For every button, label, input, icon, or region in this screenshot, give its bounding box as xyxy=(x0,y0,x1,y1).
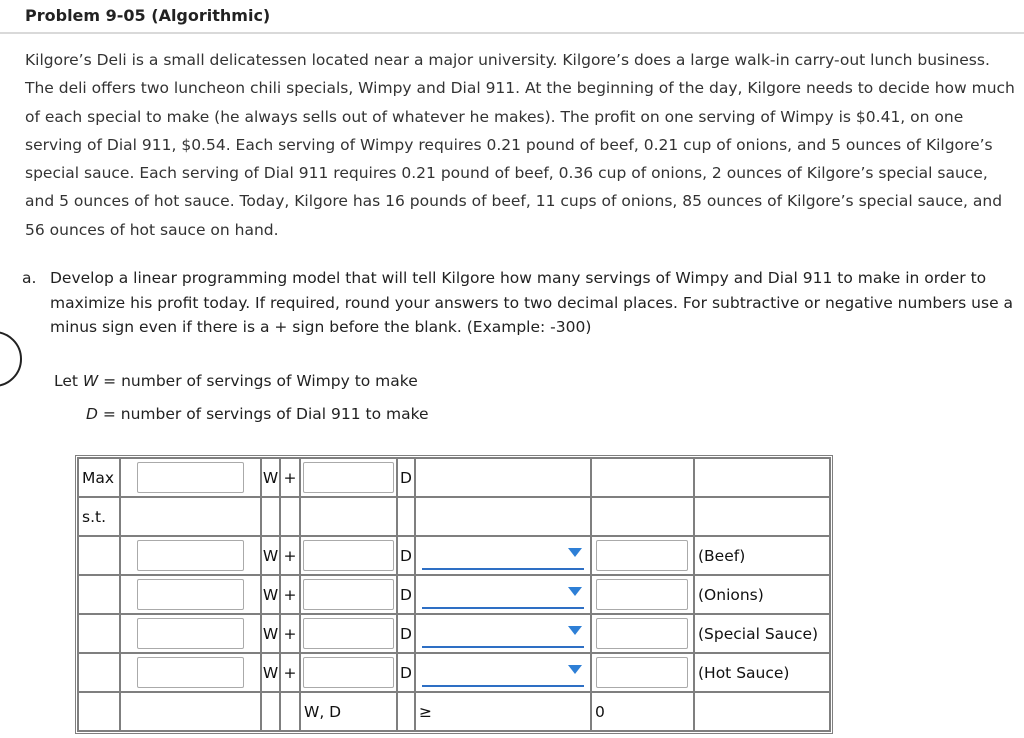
partial-circle-decoration xyxy=(0,331,22,387)
question-a xyxy=(22,266,1017,340)
w-symbol: W xyxy=(261,653,280,692)
hot-sauce-w-coef-input[interactable] xyxy=(137,657,244,688)
plus-symbol: + xyxy=(280,575,300,614)
problem-statement: Kilgore’s Deli is a small delicatessen located near a major university. Kilgore’s does a large walk-in carry-out lunch business. The deli offers two luncheon chili specials, Wimpy and Dial 911. At the beginning of the day, Kilgore needs to decide how much of each special to make (he always sells out of whatever he makes). The profit on one serving of Wimpy is $0.41, on one serving of Dial 911, $0.54. Each serving of Wimpy requires 0.21 pound of beef, 0.21 cup of onions, and 5 ounces of Kilgore’s special sauce. Each serving of Dial 911 requires 0.21 pound of beef, 0.36 cup of onions, 2 ounces of Kilgore’s special sauce, and 5 ounces of hot sauce. Today, Kilgore has 16 pounds of beef, 11 cups of onions, 85 ounces of Kilgore’s special sauce, and 56 ounces of hot sauce on hand. xyxy=(25,51,1015,239)
title-divider xyxy=(0,32,1024,34)
definition-w: Let W = number of servings of Wimpy to make xyxy=(54,372,418,390)
lp-model-table xyxy=(77,457,831,732)
objective-row xyxy=(78,458,830,497)
constraint-name-beef: (Beef) xyxy=(694,536,830,575)
nonneg-rhs: 0 xyxy=(591,692,694,731)
special-sauce-rhs-input[interactable] xyxy=(596,618,688,649)
constraint-name-special-sauce: (Special Sauce) xyxy=(694,614,830,653)
beef-relation-dropdown[interactable] xyxy=(416,537,590,574)
d-symbol: D xyxy=(397,614,415,653)
constraint-row-hot-sauce xyxy=(78,653,830,692)
d-symbol: D xyxy=(397,458,415,497)
hot-sauce-relation-dropdown[interactable] xyxy=(416,654,590,691)
constraint-name-onions: (Onions) xyxy=(694,575,830,614)
st-label: s.t. xyxy=(78,497,120,536)
nonneg-relation: ≥ xyxy=(415,692,591,731)
dropdown-arrow-icon xyxy=(568,665,582,674)
beef-rhs-input[interactable] xyxy=(596,540,688,571)
dropdown-arrow-icon xyxy=(568,626,582,635)
hot-sauce-d-coef-input[interactable] xyxy=(303,657,394,688)
special-sauce-relation-dropdown[interactable] xyxy=(416,615,590,652)
beef-d-coef-input[interactable] xyxy=(303,540,394,571)
onions-rhs-input[interactable] xyxy=(596,579,688,610)
constraint-row-onions xyxy=(78,575,830,614)
var-d: D xyxy=(86,405,98,423)
objective-d-coef-input[interactable] xyxy=(303,462,394,493)
special-sauce-d-coef-input[interactable] xyxy=(303,618,394,649)
d-symbol: D xyxy=(397,653,415,692)
dropdown-arrow-icon xyxy=(568,587,582,596)
plus-symbol: + xyxy=(280,536,300,575)
question-label: a. xyxy=(22,269,37,287)
w-symbol: W xyxy=(261,614,280,653)
w-symbol: W xyxy=(261,458,280,497)
hot-sauce-rhs-input[interactable] xyxy=(596,657,688,688)
beef-w-coef-input[interactable] xyxy=(137,540,244,571)
onions-w-coef-input[interactable] xyxy=(137,579,244,610)
plus-symbol: + xyxy=(280,653,300,692)
question-text: Develop a linear programming model that will tell Kilgore how many servings of Wimpy and Dial 911 to make in order to maximize his profit today. If required, round your answers to two decimal places. For subtractive or negative numbers use a minus sign even if there is a + sign before the blank. (Example: -300) xyxy=(50,269,1014,336)
w-symbol: W xyxy=(261,536,280,575)
max-label: Max xyxy=(78,458,120,497)
d-symbol: D xyxy=(397,536,415,575)
d-symbol: D xyxy=(397,575,415,614)
var-w: W xyxy=(82,372,99,390)
onions-relation-dropdown[interactable] xyxy=(416,576,590,613)
onions-d-coef-input[interactable] xyxy=(303,579,394,610)
dropdown-arrow-icon xyxy=(568,548,582,557)
nonneg-vars: W, D xyxy=(300,692,397,731)
definition-w-text: = number of servings of Wimpy to make xyxy=(98,372,418,390)
definition-d xyxy=(86,405,429,423)
plus-symbol: + xyxy=(280,458,300,497)
constraint-name-hot-sauce: (Hot Sauce) xyxy=(694,653,830,692)
page-title: Problem 9-05 (Algorithmic) xyxy=(25,6,271,25)
st-row xyxy=(78,497,830,536)
definition-d-text: = number of servings of Dial 911 to make xyxy=(97,405,429,423)
w-symbol: W xyxy=(261,575,280,614)
objective-w-coef-input[interactable] xyxy=(137,462,244,493)
nonnegativity-row xyxy=(78,692,830,731)
constraint-row-special-sauce xyxy=(78,614,830,653)
special-sauce-w-coef-input[interactable] xyxy=(137,618,244,649)
plus-symbol: + xyxy=(280,614,300,653)
constraint-row-beef xyxy=(78,536,830,575)
